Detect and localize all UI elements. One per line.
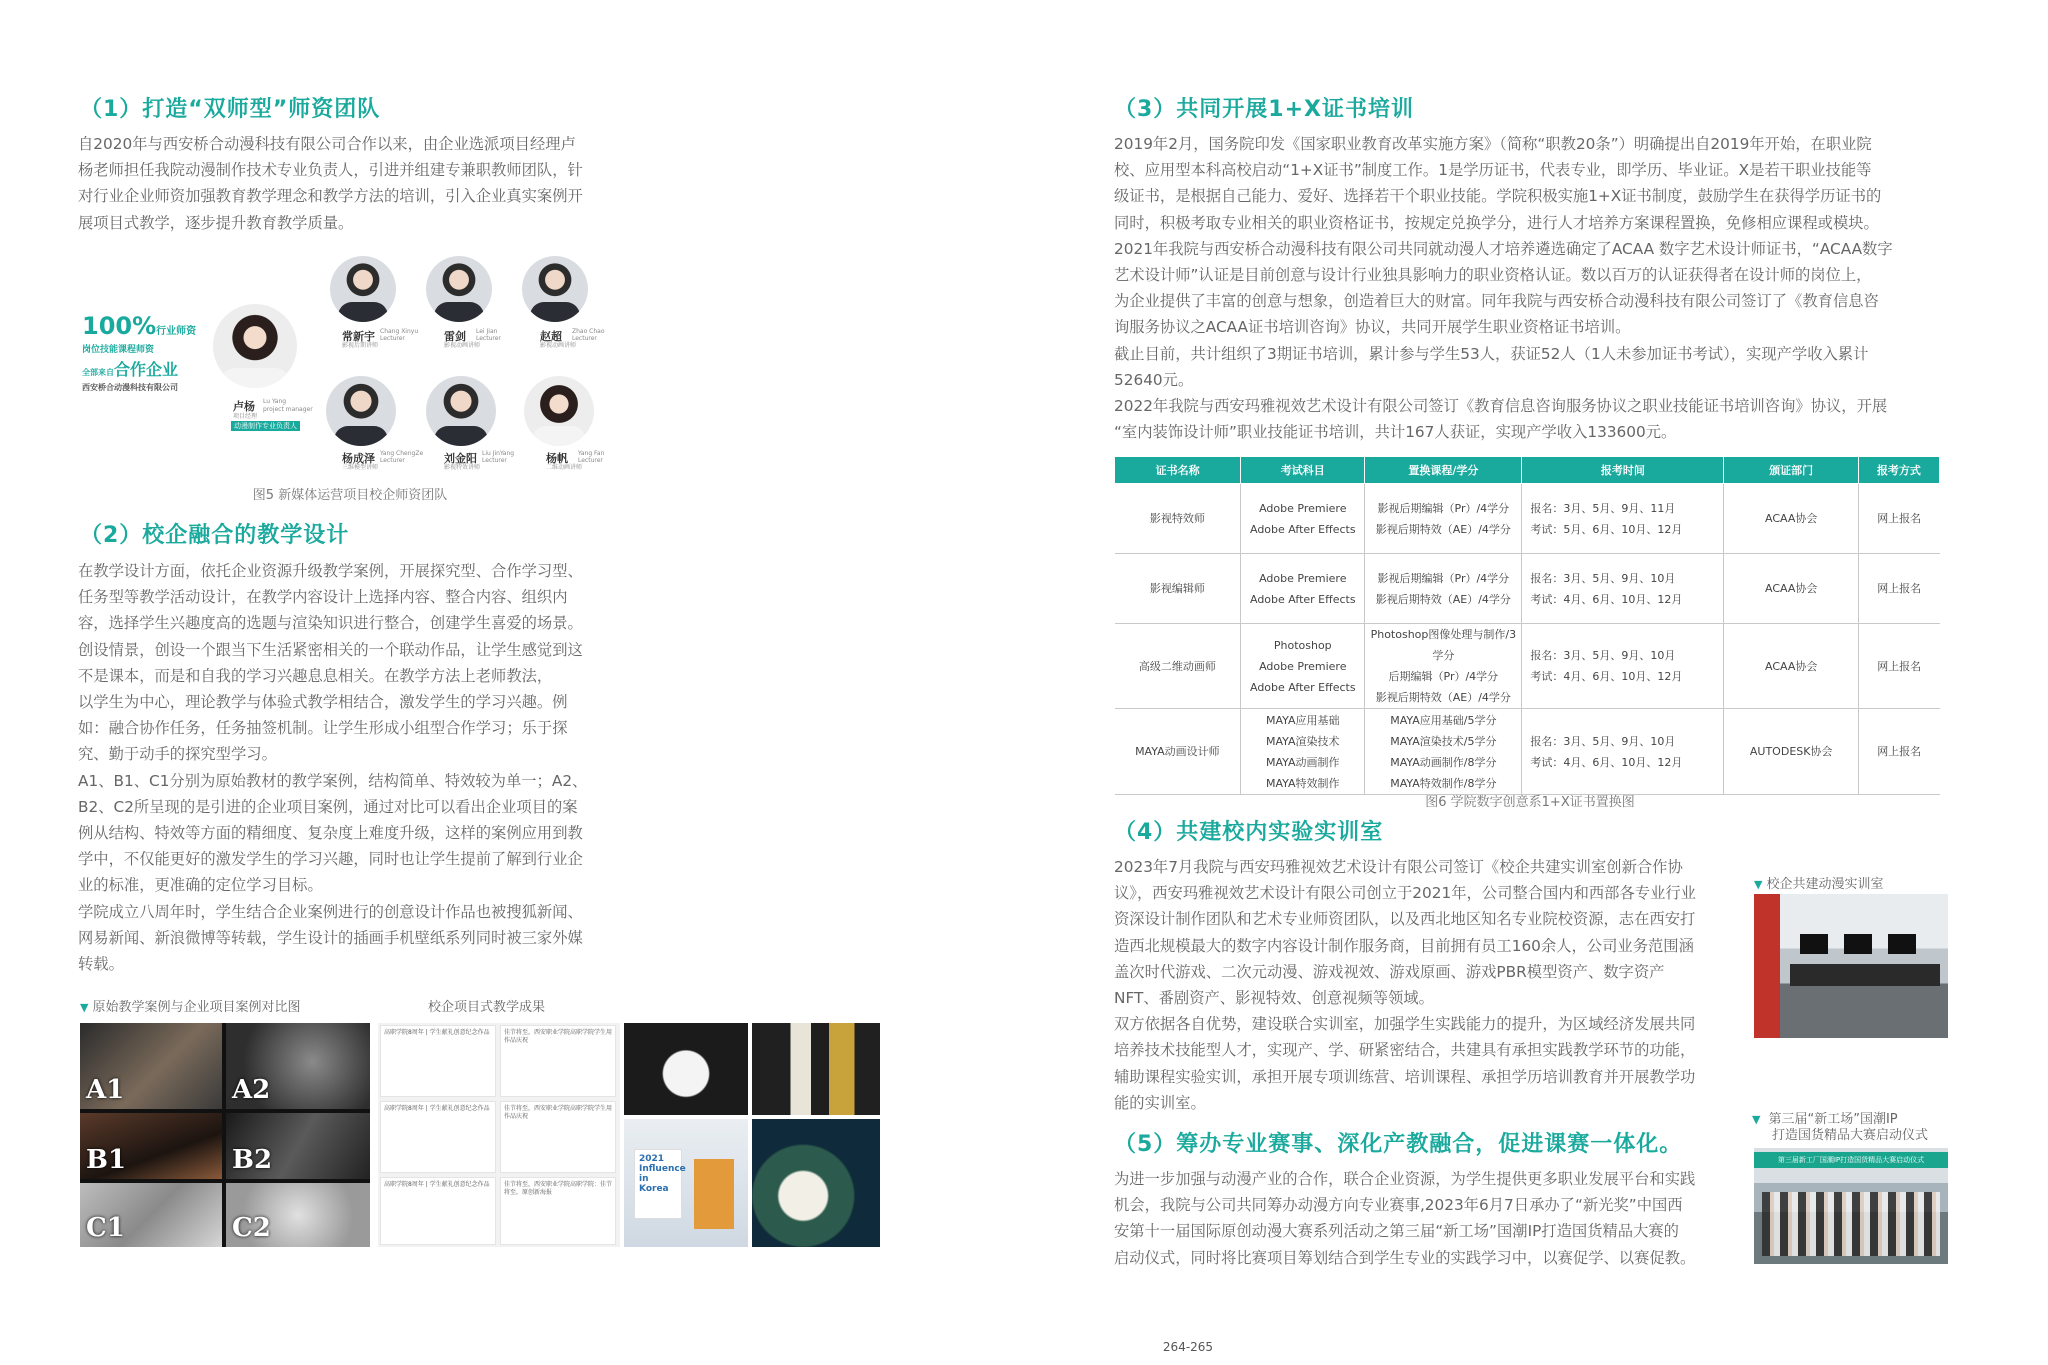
- news-card: 佳节将至，西安职业学院高职学院学生用作品庆祝: [500, 1025, 616, 1097]
- text-line: 52640元。: [1114, 370, 1194, 389]
- teacher-name: 刘金阳: [444, 452, 477, 465]
- teacher-en-role: Lecturer: [380, 335, 405, 342]
- cert-dept: ACAA协会: [1724, 624, 1858, 709]
- lab-wall-banner: [1754, 894, 1780, 1038]
- text-line: 自2020年与西安桥合动漫科技有限公司合作以来，由企业选派项目经理卢: [78, 135, 576, 153]
- text-line: 2021年我院与西安桥合动漫科技有限公司共同就动漫人才培养遴选确定了ACAA 数字艺术设计师证书，“ACAA数字: [1114, 239, 1893, 258]
- case-label: B1: [86, 1145, 127, 1175]
- teacher-role: 影视动画讲师: [540, 342, 577, 349]
- results-caption: 校企项目式教学成果: [428, 1000, 546, 1015]
- case-image: [226, 1183, 370, 1247]
- case-image: [80, 1183, 222, 1247]
- text-line: 为企业提供了丰富的创意与想象，创造着巨大的财富。同年我院与西安桥合动漫科技有限公司签订了《教育信息咨: [1114, 292, 1879, 311]
- leader-en: Lu Yang: [263, 398, 287, 405]
- cert-courses: 影视后期编辑（Pr）/4学分 影视后期特效（AE）/4学分: [1365, 484, 1522, 554]
- cert-method: 网上报名: [1858, 554, 1939, 624]
- text-line: 对行业企业师资加强教育教学理念和教学方法的培训，引入企业真实案例开: [78, 187, 583, 206]
- teacher-role: 三维模型讲师: [342, 464, 379, 471]
- cert-subjects: MAYA应用基础 MAYA渲染技术 MAYA动画制作 MAYA特效制作: [1241, 709, 1365, 795]
- text-line: 在教学设计方面，依托企业资源升级教学案例，开展探究型、合作学习型、: [78, 562, 583, 580]
- text-line: 创设情景，创设一个跟当下生活紧密相关的一个联动作品，让学生感觉到这: [78, 640, 583, 659]
- text-line: 能的实训室。: [1114, 1093, 1206, 1112]
- cert-subjects: Photoshop Adobe Premiere Adobe After Effects: [1241, 624, 1365, 709]
- text-line: 启动仪式，同时将比赛项目筹划结合到学生专业的实践学习中，以赛促学、以赛促教。: [1114, 1248, 1696, 1267]
- text-line: 以学生为中心，理论教学与体验式教学相结合，激发学生的学习兴趣。例: [78, 693, 568, 712]
- text-line: 业的标准，更准确的定位学习目标。: [78, 876, 323, 895]
- news-card: 高职学院8周年 | 学生献礼创意纪念作品: [380, 1025, 496, 1097]
- cert-method: 网上报名: [1858, 624, 1939, 709]
- teacher-avatar: [522, 256, 588, 322]
- text-line: 如：融合协作任务，任务抽签机制。让学生形成小组型合作学习；乐于探: [78, 719, 568, 738]
- badge-line3a: 全部来自: [82, 368, 114, 377]
- text-line: 辅助课程实验实训，承担开展专项训练营、培训课程、承担学历培训教育并开展教学功: [1114, 1067, 1696, 1086]
- cert-time: 报名：3月、5月、9月、10月 考试：4月、6月、10月、12月: [1522, 624, 1724, 709]
- news-cards: [378, 1023, 620, 1247]
- text-line: 2022年我院与西安玛雅视效艺术设计有限公司签订《教育信息咨询服务协议之职业技能证书培训咨询》协议，开展: [1114, 397, 1888, 416]
- section1-paragraph: [78, 131, 626, 236]
- text-line: 安第十一届国际原创动漫大赛系列活动之第三届“新工场”国潮IP打造国货精品大赛的: [1114, 1222, 1679, 1241]
- section3-paragraph: [1114, 131, 1946, 445]
- text-line: 培养技术技能型人才，实现产、学、研紧密结合，共建具有承担实践教学环节的功能，: [1114, 1041, 1696, 1060]
- section1-heading: （1）打造“双师型”师资团队: [80, 97, 381, 122]
- section5-heading: （5）筹办专业赛事、深化产教融合，促进课赛一体化。: [1114, 1132, 1683, 1157]
- teacher-en: Yang Fan: [578, 450, 605, 457]
- teacher-avatar: [426, 376, 496, 446]
- teacher-en-role: Lecturer: [380, 457, 405, 464]
- illustration: [752, 1119, 880, 1247]
- teacher-avatar: [426, 256, 492, 322]
- section4-heading: （4）共建校内实验实训室: [1114, 820, 1384, 845]
- section2-heading: （2）校企融合的教学设计: [80, 523, 350, 548]
- lab-photo-caption: ▼ 校企共建动漫实训室: [1754, 877, 1884, 892]
- text-line: 杨老师担任我院动漫制作技术专业负责人，引进并组建专兼职教师团队，针: [78, 161, 583, 180]
- teacher-en-role: Lecturer: [476, 335, 501, 342]
- column-header: 证书名称: [1115, 457, 1241, 484]
- text-line: 双方依据各自优势，建设联合实训室，加强学生实践能力的提升，为区域经济发展共同: [1114, 1015, 1696, 1034]
- lab-monitor: [1844, 934, 1872, 954]
- leader-role: 项目经理: [233, 413, 258, 420]
- table-row: [1115, 484, 1940, 554]
- leader-name: 卢杨: [233, 400, 255, 413]
- teacher-name: 赵超: [540, 330, 562, 343]
- cert-subjects: Adobe Premiere Adobe After Effects: [1241, 554, 1365, 624]
- text-line: 造西北规模最大的数字内容设计制作服务商，目前拥有员工160余人，公司业务范围涵: [1114, 936, 1694, 955]
- news-card: 高职学院8周年 | 学生献礼创意纪念作品: [380, 1101, 496, 1173]
- cert-subjects: Adobe Premiere Adobe After Effects: [1241, 484, 1365, 554]
- cert-time: 报名：3月、5月、9月、11月 考试：5月、6月、10月、12月: [1522, 484, 1724, 554]
- cert-method: 网上报名: [1858, 709, 1939, 795]
- lab-monitor: [1888, 934, 1916, 954]
- text-line: 议》，西安玛雅视效艺术设计有限公司创立于2021年，公司整合国内和西部各专业行业: [1114, 884, 1696, 903]
- teacher-name: 杨成泽: [342, 452, 375, 465]
- table-row: [1115, 709, 1940, 795]
- table-header-row: [1115, 457, 1940, 484]
- leader-tag: 动漫制作专业负责人: [231, 421, 300, 431]
- text-line: 盖次时代游戏、二次元动漫、游戏视效、游戏原画、游戏PBR模型资产、数字资产: [1114, 962, 1665, 981]
- teacher-en: Chang Xinyu: [380, 328, 419, 335]
- text-line: 级证书，是根据自己能力、爱好、选择若干个职业技能。学院积极实施1+X证书制度，鼓励学生在获得学历证书的: [1114, 187, 1882, 206]
- cert-dept: ACAA协会: [1724, 554, 1858, 624]
- cert-name: 影视编辑师: [1115, 554, 1241, 624]
- case-label: B2: [232, 1145, 273, 1175]
- results-photos: [624, 1023, 880, 1247]
- text-line: 为进一步加强与动漫产业的合作，联合企业资源，为学生提供更多职业发展平台和实践: [1114, 1170, 1696, 1188]
- text-line: 任务型等教学活动设计，在教学内容设计上选择内容、整合内容、组织内: [78, 588, 568, 607]
- text-line: A1、B1、C1分别为原始教材的教学案例，结构简单、特效较为单一；A2、: [78, 771, 588, 790]
- section5-paragraph: [1114, 1166, 1746, 1271]
- cert-courses: 影视后期编辑（Pr）/4学分 影视后期特效（AE）/4学分: [1365, 554, 1522, 624]
- teacher-name: 杨帆: [546, 452, 568, 465]
- figure6-caption: 图6 学院数字创意系1+X证书置换图: [1425, 795, 1635, 810]
- table-row: [1115, 624, 1940, 709]
- case-image: [80, 1023, 222, 1109]
- case-label: A1: [86, 1075, 125, 1105]
- badge-line3b: 合作企业: [114, 360, 179, 379]
- product-photo: [624, 1119, 748, 1247]
- section3-heading: （3）共同开展1+X证书培训: [1114, 97, 1415, 122]
- teacher-name: 常新宇: [342, 330, 375, 343]
- teacher-en: Lei Jian: [476, 328, 498, 335]
- text-line: 同时，积极考取专业相关的职业资格证书，按规定兑换学分，进行人才培养方案课程置换，免修相应课程或模块。: [1114, 213, 1879, 232]
- badge-company: 西安桥合动漫科技有限公司: [82, 383, 178, 392]
- leader-avatar: [213, 304, 297, 388]
- leader-en-role: project manager: [263, 406, 313, 413]
- text-line: NFT、番剧资产、影视特效、创意视频等领域。: [1114, 989, 1434, 1008]
- event-photo: [1754, 1148, 1948, 1264]
- teacher-en: Zhao Chao: [572, 328, 605, 335]
- text-line: 究、勤于动手的探究型学习。: [78, 745, 277, 764]
- poster: [694, 1159, 734, 1229]
- column-header: 报考时间: [1522, 457, 1724, 484]
- cert-name: MAYA动画设计师: [1115, 709, 1241, 795]
- cert-name: 影视特效师: [1115, 484, 1241, 554]
- case-label: A2: [232, 1075, 271, 1105]
- text-line: 网易新闻、新浪微博等转载，学生设计的插画手机壁纸系列同时被三家外媒: [78, 928, 583, 947]
- case-label: C1: [86, 1213, 125, 1243]
- event-crowd: [1762, 1192, 1940, 1256]
- cert-dept: AUTODESK协会: [1724, 709, 1858, 795]
- text-line: 转载。: [78, 955, 124, 974]
- section4-paragraph: [1114, 854, 1746, 1116]
- section2-paragraph: [78, 558, 626, 977]
- figure5-caption: 图5 新媒体运营项目校企师资团队: [252, 488, 448, 503]
- news-card: 佳节将至，西安职业学院高职学院学生用作品庆祝: [500, 1101, 616, 1173]
- column-header: 报考方式: [1858, 457, 1939, 484]
- text-line: 例从结构、特效等方面的精细度、复杂度上难度升级，这样的案例应用到教: [78, 824, 583, 843]
- text-line: 2023年7月我院与西安玛雅视效艺术设计有限公司签订《校企共建实训室创新合作协: [1114, 858, 1683, 876]
- teacher-role: 影视动画讲师: [444, 342, 481, 349]
- lab-photo: [1754, 894, 1948, 1038]
- lab-monitor: [1800, 934, 1828, 954]
- case-label: C2: [232, 1213, 271, 1243]
- teacher-avatar: [330, 256, 396, 322]
- triangle-down-icon: ▼: [80, 1001, 89, 1014]
- text-line: 询服务协议之ACAA证书培训咨询》协议，共同开展学生职业资格证书培训。: [1114, 318, 1631, 337]
- cert-time: 报名：3月、5月、9月、10月 考试：4月、6月、10月、12月: [1522, 554, 1724, 624]
- triangle-down-icon: ▼: [1754, 878, 1763, 891]
- product-photo: [752, 1023, 880, 1115]
- teacher-en: Yang ChengZe: [380, 450, 424, 457]
- page-number: 264-265: [1162, 1340, 1214, 1354]
- text-line: 展项目式教学，逐步提升教育教学质量。: [78, 213, 354, 232]
- text-line: 不是课本，而是和自我的学习兴趣息息相关。在教学方法上老师教法，: [78, 666, 553, 685]
- case-image: [226, 1023, 370, 1109]
- text-line: 学中，不仅能更好的激发学生的学习兴趣，同时也让学生提前了解到行业企: [78, 850, 583, 869]
- event-photo-caption: ▼ 第三届“新工场”国潮IP 打造国货精品大赛启动仪式: [1752, 1112, 1929, 1143]
- teacher-role: 影视后期讲师: [342, 342, 379, 349]
- product-photo: [624, 1023, 748, 1115]
- case-image: [80, 1113, 222, 1179]
- comparison-grid: [80, 1023, 370, 1247]
- badge-percent: 100%: [82, 312, 157, 340]
- teacher-en-role: Lecturer: [578, 457, 603, 464]
- poster: 2021 Influence in Korea: [634, 1149, 682, 1219]
- text-line: 截止目前，共计组织了3期证书培训，累计参与学生53人，获证52人（1人未参加证书考试），实现产学收入累计: [1114, 344, 1869, 363]
- text-line: 2019年2月，国务院印发《国家职业教育改革实施方案》（简称“职教20条”）明确提出自2019年开始，在职业院: [1114, 135, 1872, 153]
- text-line: 校、应用型本科高校启动“1+X证书”制度工作。1是学历证书，代表专业，即学历、毕业证。X是若干职业技能等: [1114, 161, 1872, 180]
- case-image: [226, 1113, 370, 1179]
- text-line: 学院成立八周年时，学生结合企业案例进行的创意设计作品也被搜狐新闻、: [78, 902, 583, 921]
- news-card: 佳节将至，西安职业学院高职学院：佳节将至，原创新海报: [500, 1177, 616, 1245]
- event-banner: 第三届新工厂国潮IP打造国货精品大赛启动仪式: [1754, 1152, 1948, 1168]
- cert-dept: ACAA协会: [1724, 484, 1858, 554]
- column-header: 颁证部门: [1724, 457, 1858, 484]
- text-line: 容，选择学生兴趣度高的选题与渲染知识进行整合，创建学生喜爱的场景。: [78, 614, 583, 633]
- cert-time: 报名：3月、5月、9月、10月 考试：4月、6月、10月、12月: [1522, 709, 1724, 795]
- cert-name: 高级二维动画师: [1115, 624, 1241, 709]
- badge-line2: 岗位技能课程师资: [82, 345, 155, 355]
- cert-courses: Photoshop图像处理与制作/3学分 后期编辑（Pr）/4学分 影视后期特效（AE）/4学分: [1365, 624, 1522, 709]
- team-badge: [82, 312, 196, 393]
- teacher-en: Liu JinYang: [482, 450, 515, 457]
- team-figure: [80, 256, 640, 480]
- teacher-name: 雷剑: [444, 330, 466, 343]
- text-line: 艺术设计师”认证是目前创意与设计行业独具影响力的职业资格认证。数以百万的认证获得者在设计师的岗位上，: [1114, 266, 1872, 285]
- teacher-en-role: Lecturer: [482, 457, 507, 464]
- teacher-avatar: [524, 376, 594, 446]
- table-row: [1115, 554, 1940, 624]
- text-line: “室内装饰设计师”职业技能证书培训，共计167人获证，实现产学收入133600元。: [1114, 423, 1677, 442]
- text-line: B2、C2所呈现的是引进的企业项目案例，通过对比可以看出企业项目的案: [78, 797, 578, 816]
- teacher-role: 二维动画讲师: [546, 464, 583, 471]
- column-header: 考试科目: [1241, 457, 1365, 484]
- teacher-en-role: Lecturer: [572, 335, 597, 342]
- teacher-avatar: [326, 376, 396, 446]
- teacher-role: 影视特效讲师: [444, 464, 481, 471]
- cert-method: 网上报名: [1858, 484, 1939, 554]
- news-card: 高职学院8周年 | 学生献礼创意纪念作品: [380, 1177, 496, 1245]
- text-line: 机会，我院与公司共同筹办动漫方向专业赛事,2023年6月7日承办了“新光奖”中国西: [1114, 1196, 1683, 1215]
- column-header: 置换课程/学分: [1365, 457, 1522, 484]
- comparison-caption: ▼ 原始教学案例与企业项目案例对比图: [80, 1000, 301, 1015]
- certificate-table: [1114, 456, 1940, 795]
- lab-desks: [1790, 964, 1940, 986]
- text-line: 资深设计制作团队和艺术专业师资团队，以及西北地区知名专业院校资源，志在西安打: [1114, 910, 1696, 929]
- cert-courses: MAYA应用基础/5学分 MAYA渲染技术/5学分 MAYA动画制作/8学分 MAYA特效制作/8学分: [1365, 709, 1522, 795]
- triangle-down-icon: ▼: [1752, 1113, 1761, 1126]
- badge-percent-suffix: 行业师资: [156, 326, 197, 337]
